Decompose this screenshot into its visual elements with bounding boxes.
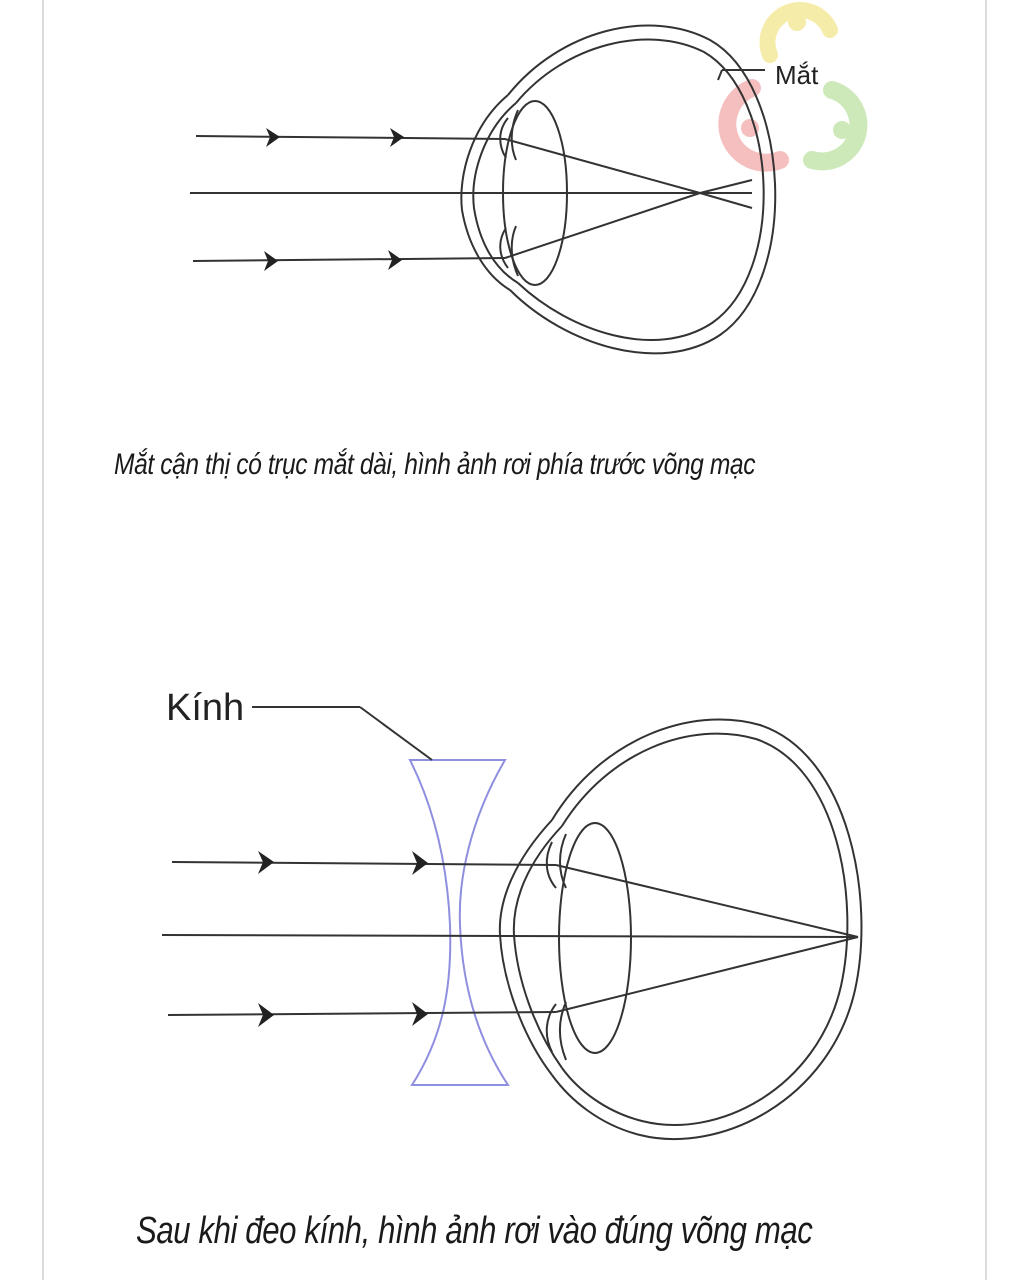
top-ray-arrows: [264, 128, 404, 271]
lens-label: Kính: [166, 687, 245, 729]
bottom-eye-sclera-inner: [562, 734, 847, 1125]
eye-label: Mắt: [775, 60, 819, 90]
bottom-eye-lens: [559, 823, 631, 1053]
bottom-ray-arrows: [258, 851, 428, 1027]
caption-corrected: Sau khi đeo kính, hình ảnh rơi vào đúng võng mạc: [136, 1210, 813, 1252]
bottom-eye: [500, 719, 862, 1139]
lens-pointer: [252, 707, 432, 760]
concave-lens: [410, 760, 508, 1085]
top-eye-sclera-inner: [516, 40, 764, 340]
top-eye: [461, 25, 775, 353]
caption-myopia: Mắt cận thị có trục mắt dài, hình ảnh rơi phía trước võng mạc: [114, 448, 756, 481]
top-eye-sclera-outer: [508, 25, 775, 353]
